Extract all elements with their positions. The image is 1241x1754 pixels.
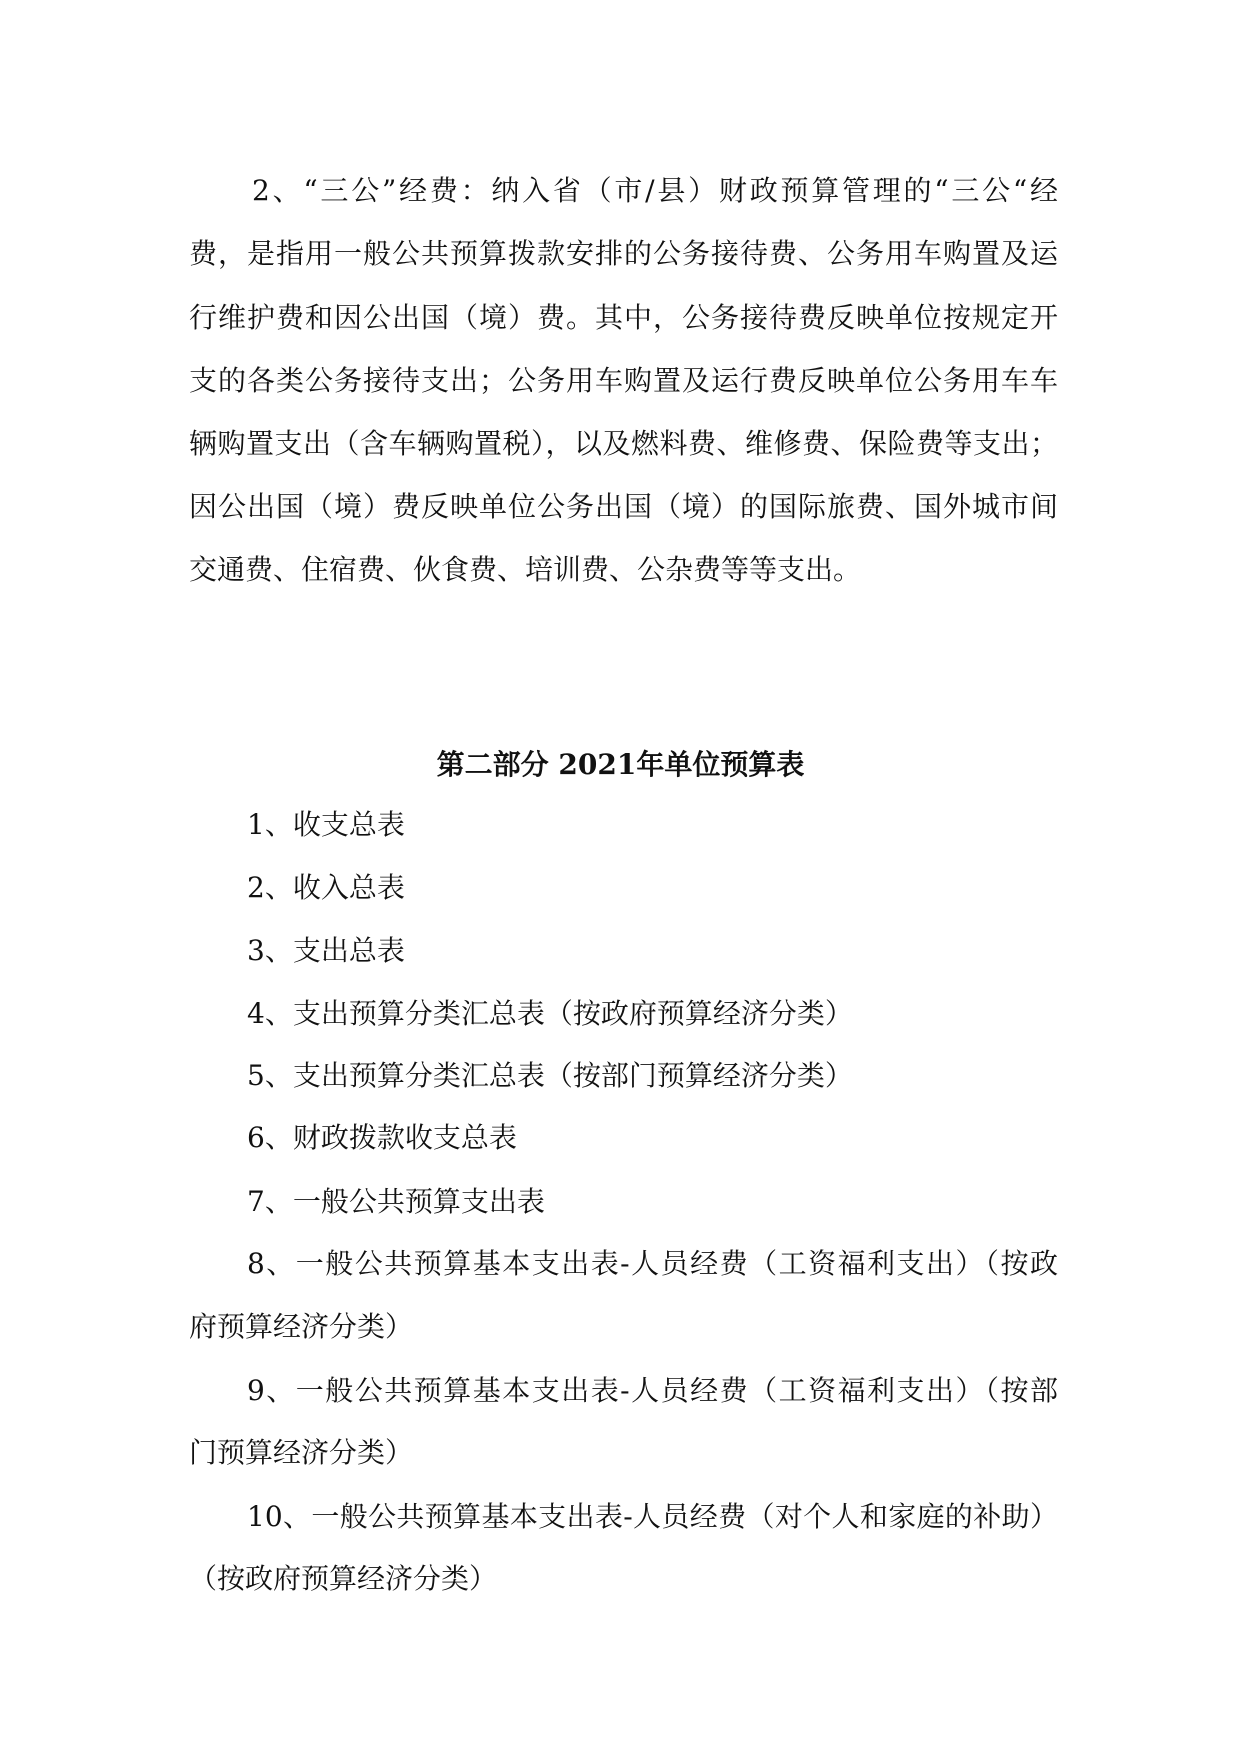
paragraph-line: 支的各类公务接待支出；公务用车购置及运行费反映单位公务用车车 bbox=[189, 364, 1058, 397]
list-item: 7、一般公共预算支出表 bbox=[247, 1185, 545, 1218]
list-item: 9、一般公共预算基本支出表-人员经费（工资福利支出）（按部 bbox=[247, 1374, 1058, 1407]
list-item: 1、收支总表 bbox=[247, 808, 405, 841]
paragraph-line: 因公出国（境）费反映单位公务出国（境）的国际旅费、国外城市间 bbox=[189, 490, 1058, 523]
paragraph-line: 2、“三公”经费：纳入省（市/县）财政预算管理的“三公“经 bbox=[252, 174, 1058, 207]
paragraph-line: 辆购置支出（含车辆购置税），以及燃料费、维修费、保险费等支出； bbox=[189, 427, 1058, 460]
paragraph-line: 交通费、住宿费、伙食费、培训费、公杂费等等支出。 bbox=[189, 553, 862, 586]
list-item: 8、一般公共预算基本支出表-人员经费（工资福利支出）（按政 bbox=[247, 1247, 1058, 1280]
list-item: 2、收入总表 bbox=[247, 871, 405, 904]
list-item: 3、支出总表 bbox=[247, 934, 405, 967]
list-item: 4、支出预算分类汇总表（按政府预算经济分类） bbox=[247, 997, 853, 1030]
list-item-continuation: 府预算经济分类） bbox=[189, 1310, 414, 1343]
list-item-continuation: （按政府预算经济分类） bbox=[189, 1562, 498, 1595]
paragraph-line: 费，是指用一般公共预算拨款安排的公务接待费、公务用车购置及运 bbox=[189, 237, 1058, 270]
list-item-continuation: 门预算经济分类） bbox=[189, 1436, 414, 1469]
section-title: 第二部分 2021年单位预算表 bbox=[436, 748, 805, 781]
list-item: 6、财政拨款收支总表 bbox=[247, 1121, 517, 1154]
list-item: 10、一般公共预算基本支出表-人员经费（对个人和家庭的补助） bbox=[247, 1500, 1058, 1533]
list-item: 5、支出预算分类汇总表（按部门预算经济分类） bbox=[247, 1059, 853, 1092]
paragraph-line: 行维护费和因公出国（境）费。其中，公务接待费反映单位按规定开 bbox=[189, 301, 1058, 334]
